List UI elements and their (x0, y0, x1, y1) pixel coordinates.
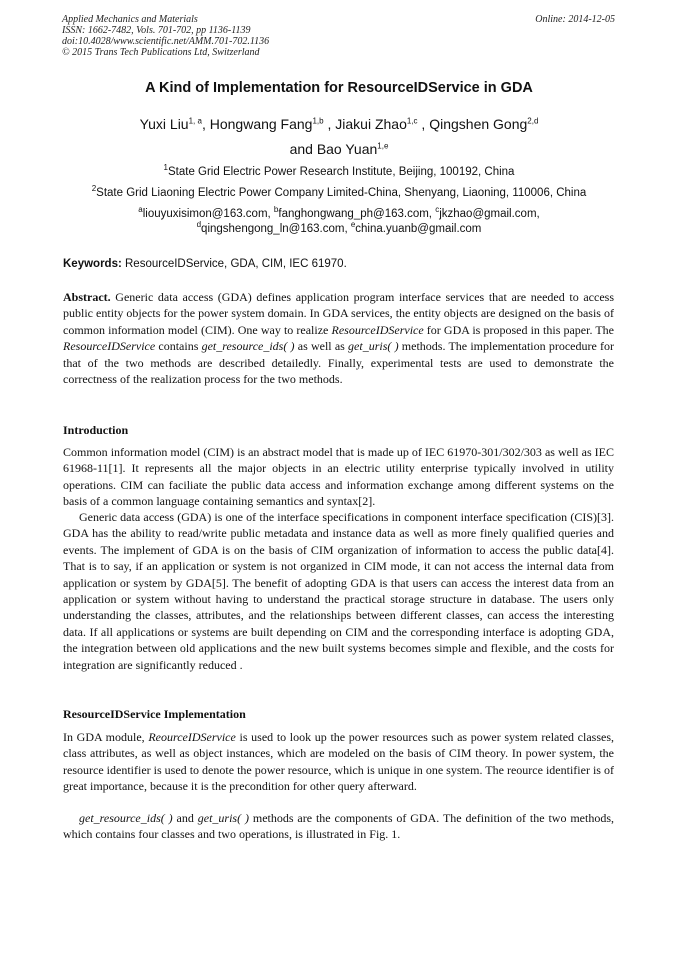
author-superscript: 2,d (527, 116, 539, 126)
affiliation-superscript: 1 (163, 163, 168, 173)
journal-doi: doi:10.4028/www.scientific.net/AMM.701-702.1136 (62, 36, 270, 47)
abstract-text: for GDA is proposed in this paper. The (423, 322, 615, 337)
abstract-text: methods. The implementation procedure for that of the two methods are described detailedly. Finally, experimental tests are used to demonstrate the correctness of the realization process for the two methods. (63, 339, 615, 387)
email-address: qingshengong_ln@163.com, (201, 223, 351, 235)
author-superscript: 1,b (312, 116, 324, 126)
author-list-continued (0, 137, 678, 161)
email-address: china.yuanb@gmail.com (355, 223, 482, 235)
author-superscript: 1,c (406, 116, 418, 126)
email-address: fanghongwang_ph@163.com, (278, 208, 436, 220)
email-list-continued (0, 222, 678, 236)
affiliation (0, 165, 678, 179)
keywords (63, 258, 347, 270)
abstract-emphasis: ResourceIDService (63, 339, 156, 354)
author-name: Qingshen Gong (429, 116, 528, 132)
journal-issn: ISSN: 1662-7482, Vols. 701-702, pp 1136-1139 (62, 25, 251, 36)
email-superscript: b (273, 205, 279, 215)
author-name: Jiakui Zhao (335, 116, 407, 132)
body-emphasis: ReourceIDService (148, 730, 236, 744)
author-separator: , (417, 116, 430, 132)
author-list (0, 112, 678, 136)
author-name: Hongwang Fang (209, 116, 313, 132)
affiliation-text: State Grid Electric Power Research Institute, Beijing, 100192, China (167, 166, 515, 178)
body-text: methods are the components of GDA. The definition of the two methods, which contains four classes and two operations, is illustrated in Fig. 1. (63, 811, 615, 842)
body-text: is used to look up the power resources such as power system related classes, class attributes, as well as object instances, which are modeled on the basis of CIM theory. In power system, the resource identifier is used to denote the power resource, which is unique in one system. The reource identifier is of great importance, because it is the precondition for other query afterward. (63, 730, 614, 794)
abstract-text: contains (155, 339, 202, 354)
body-paragraph: Generic data access (GDA) is one of the interface specifications in component interface specification (CIS)[3]. GDA has the ability to read/write public metadata and instance data as well as more finely qualified queries and events. The implement of GDA is on the basis of CIM organization of information to access the public data[4]. That is to say, if an application or system is not organized in CIM mode, it can not access the internal data from application or system by GDA[5]. The benefit of adopting GDA is that users can access the interest data from an application or system without having to understand the practical storage structure in database. The users only understanding the classes, attributes, and the relationships between different classes, can access the interesting data. If all applications or systems are built depending on CIM and the corresponding interface is adopting GDA, the integration between old applications and the new built systems becomes simple and flexible, and the costs for integration are significantly reduced . (63, 510, 614, 672)
journal-header (62, 14, 269, 58)
author-superscript: 1,e (377, 141, 389, 151)
abstract-paragraph (63, 289, 614, 387)
keywords-label: Keywords: (63, 258, 122, 270)
affiliation (0, 186, 678, 200)
body-paragraph (63, 810, 614, 843)
body-paragraph (63, 729, 614, 795)
email-superscript: a (138, 205, 143, 215)
journal-copyright: © 2015 Trans Tech Publications Ltd, Switzerland (62, 47, 260, 58)
body-emphasis: get_uris( ) (197, 811, 249, 825)
author-superscript: 1, a (188, 116, 202, 126)
abstract-text: as well as (294, 339, 349, 354)
abstract-label: Abstract. (63, 290, 111, 304)
online-date: Online: 2014-12-05 (535, 14, 615, 25)
affiliation-text: State Grid Liaoning Electric Power Company Limited-China, Shenyang, Liaoning, 110006, China (96, 187, 587, 199)
journal-name: Applied Mechanics and Materials (62, 14, 198, 25)
body-paragraph: Common information model (CIM) is an abstract model that is made up of IEC 61970-301/302/303 as well as IEC 61968-11[1]. It represents all the major objects in an electric utility enterprise typically involved in utility operations. CIM can faciliate the public data access and information exchange among different systems on the basis of a common language containing semantics and syntax[2]. (63, 445, 614, 509)
body-emphasis: get_resource_ids( ) (79, 811, 173, 825)
email-superscript: e (350, 220, 356, 230)
abstract-emphasis: get_resource_ids( ) (201, 339, 295, 354)
abstract-text: Generic data access (GDA) defines application program interface services that are needed to access public entity objects for the power system domain. In GDA services, the entity objects are designed on the basis of common information model (CIM). One way to realize (63, 290, 614, 337)
keywords-text: ResourceIDService, GDA, CIM, IEC 61970. (121, 258, 347, 270)
paper-title: A Kind of Implementation for ResourceIDService in GDA (145, 80, 533, 96)
author-conjunction: and (289, 141, 317, 157)
email-superscript: d (196, 220, 202, 230)
email-address: jkzhao@gmail.com, (439, 208, 540, 220)
author-name: Bao Yuan (316, 141, 378, 157)
body-text: and (172, 811, 198, 825)
abstract-emphasis: get_uris( ) (348, 339, 399, 354)
email-superscript: c (435, 205, 440, 215)
affiliation-superscript: 2 (91, 184, 97, 194)
abstract-emphasis: ResourceIDService (331, 322, 424, 337)
author-separator: , (201, 116, 210, 132)
author-name: Yuxi Liu (139, 116, 189, 132)
author-separator: , (323, 116, 336, 132)
section-heading: ResourceIDService Implementation (63, 707, 246, 721)
email-list (0, 207, 678, 221)
email-address: liouyuxisimon@163.com, (142, 208, 274, 220)
section-heading: Introduction (63, 423, 129, 437)
body-text: In GDA module, (63, 730, 149, 744)
